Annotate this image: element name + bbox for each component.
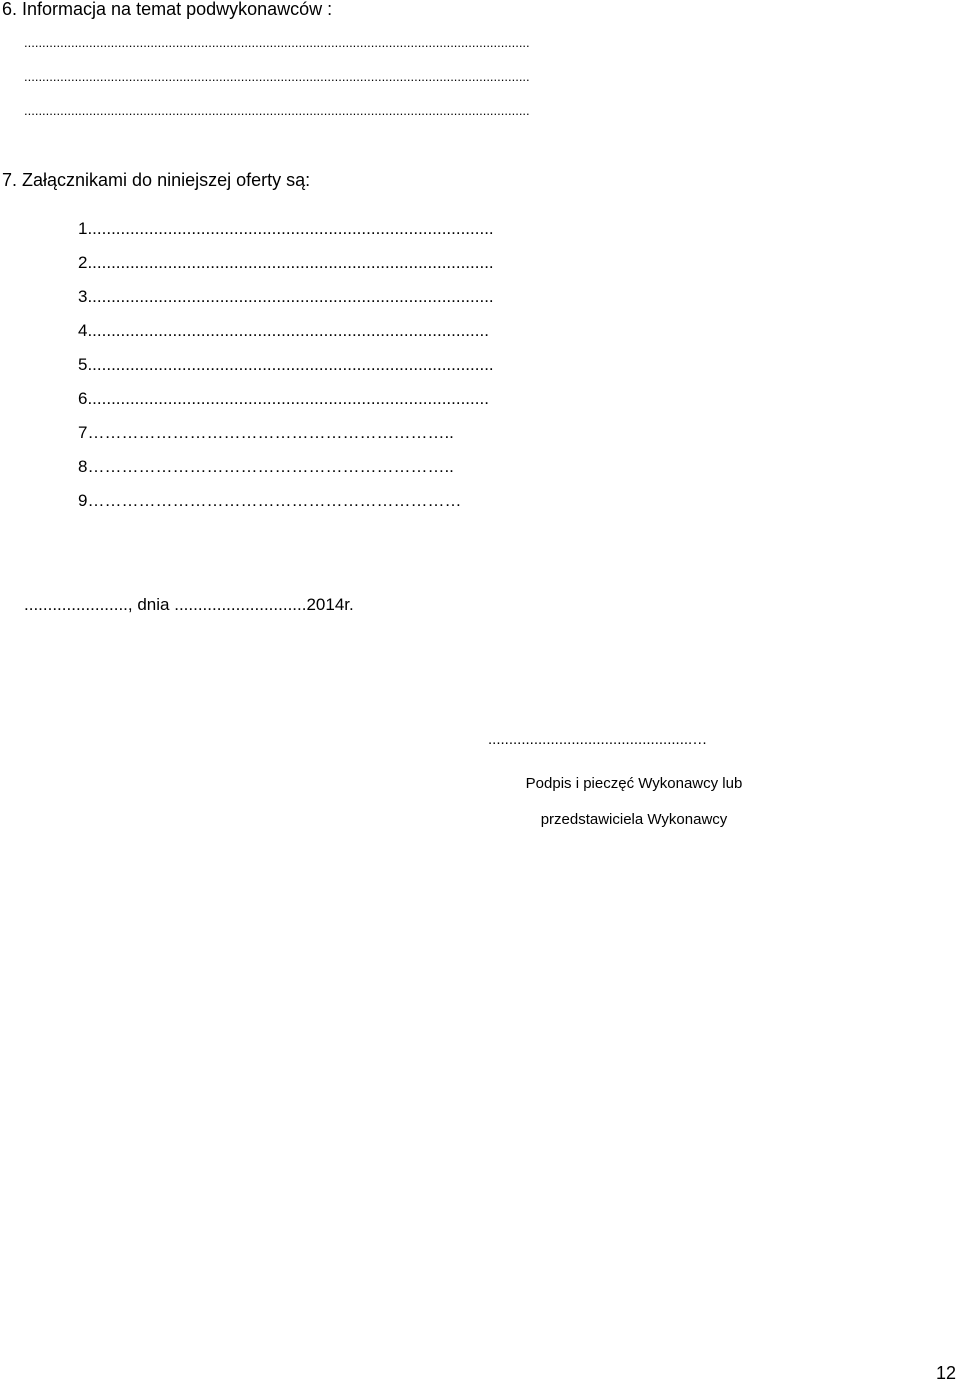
signature-label-line-1: Podpis i pieczęć Wykonawcy lub: [525, 775, 743, 792]
date-place-line: ......................, dnia ............................2014r.: [24, 595, 354, 614]
subcontractor-blank-line-1: ............................................................................................................................................: [24, 35, 530, 50]
attachment-item-4: 4.....................................................................................: [78, 321, 489, 340]
attachment-item-2: 2......................................................................................: [78, 253, 494, 272]
section-6-heading: 6. Informacja na temat podwykonawców :: [2, 0, 333, 19]
signature-line: .................................................…: [488, 731, 708, 748]
attachment-item-9: 9…………………………………………………………: [78, 491, 462, 510]
page-number: 12: [936, 1363, 957, 1383]
attachment-item-5: 5......................................................................................: [78, 355, 494, 374]
attachment-item-8: 8………………………………………………………..: [78, 457, 454, 476]
signature-label-line-2: przedstawiciela Wykonawcy: [540, 811, 728, 828]
attachment-item-7: 7………………………………………………………..: [78, 423, 454, 442]
subcontractor-blank-line-3: ............................................................................................................................................: [24, 103, 530, 118]
attachment-item-1: 1......................................................................................: [78, 219, 494, 238]
subcontractor-blank-line-2: ............................................................................................................................................: [24, 69, 530, 84]
section-7-heading: 7. Załącznikami do niniejszej oferty są:: [2, 170, 311, 190]
attachment-item-6: 6.....................................................................................: [78, 389, 489, 408]
attachment-item-3: 3......................................................................................: [78, 287, 494, 306]
